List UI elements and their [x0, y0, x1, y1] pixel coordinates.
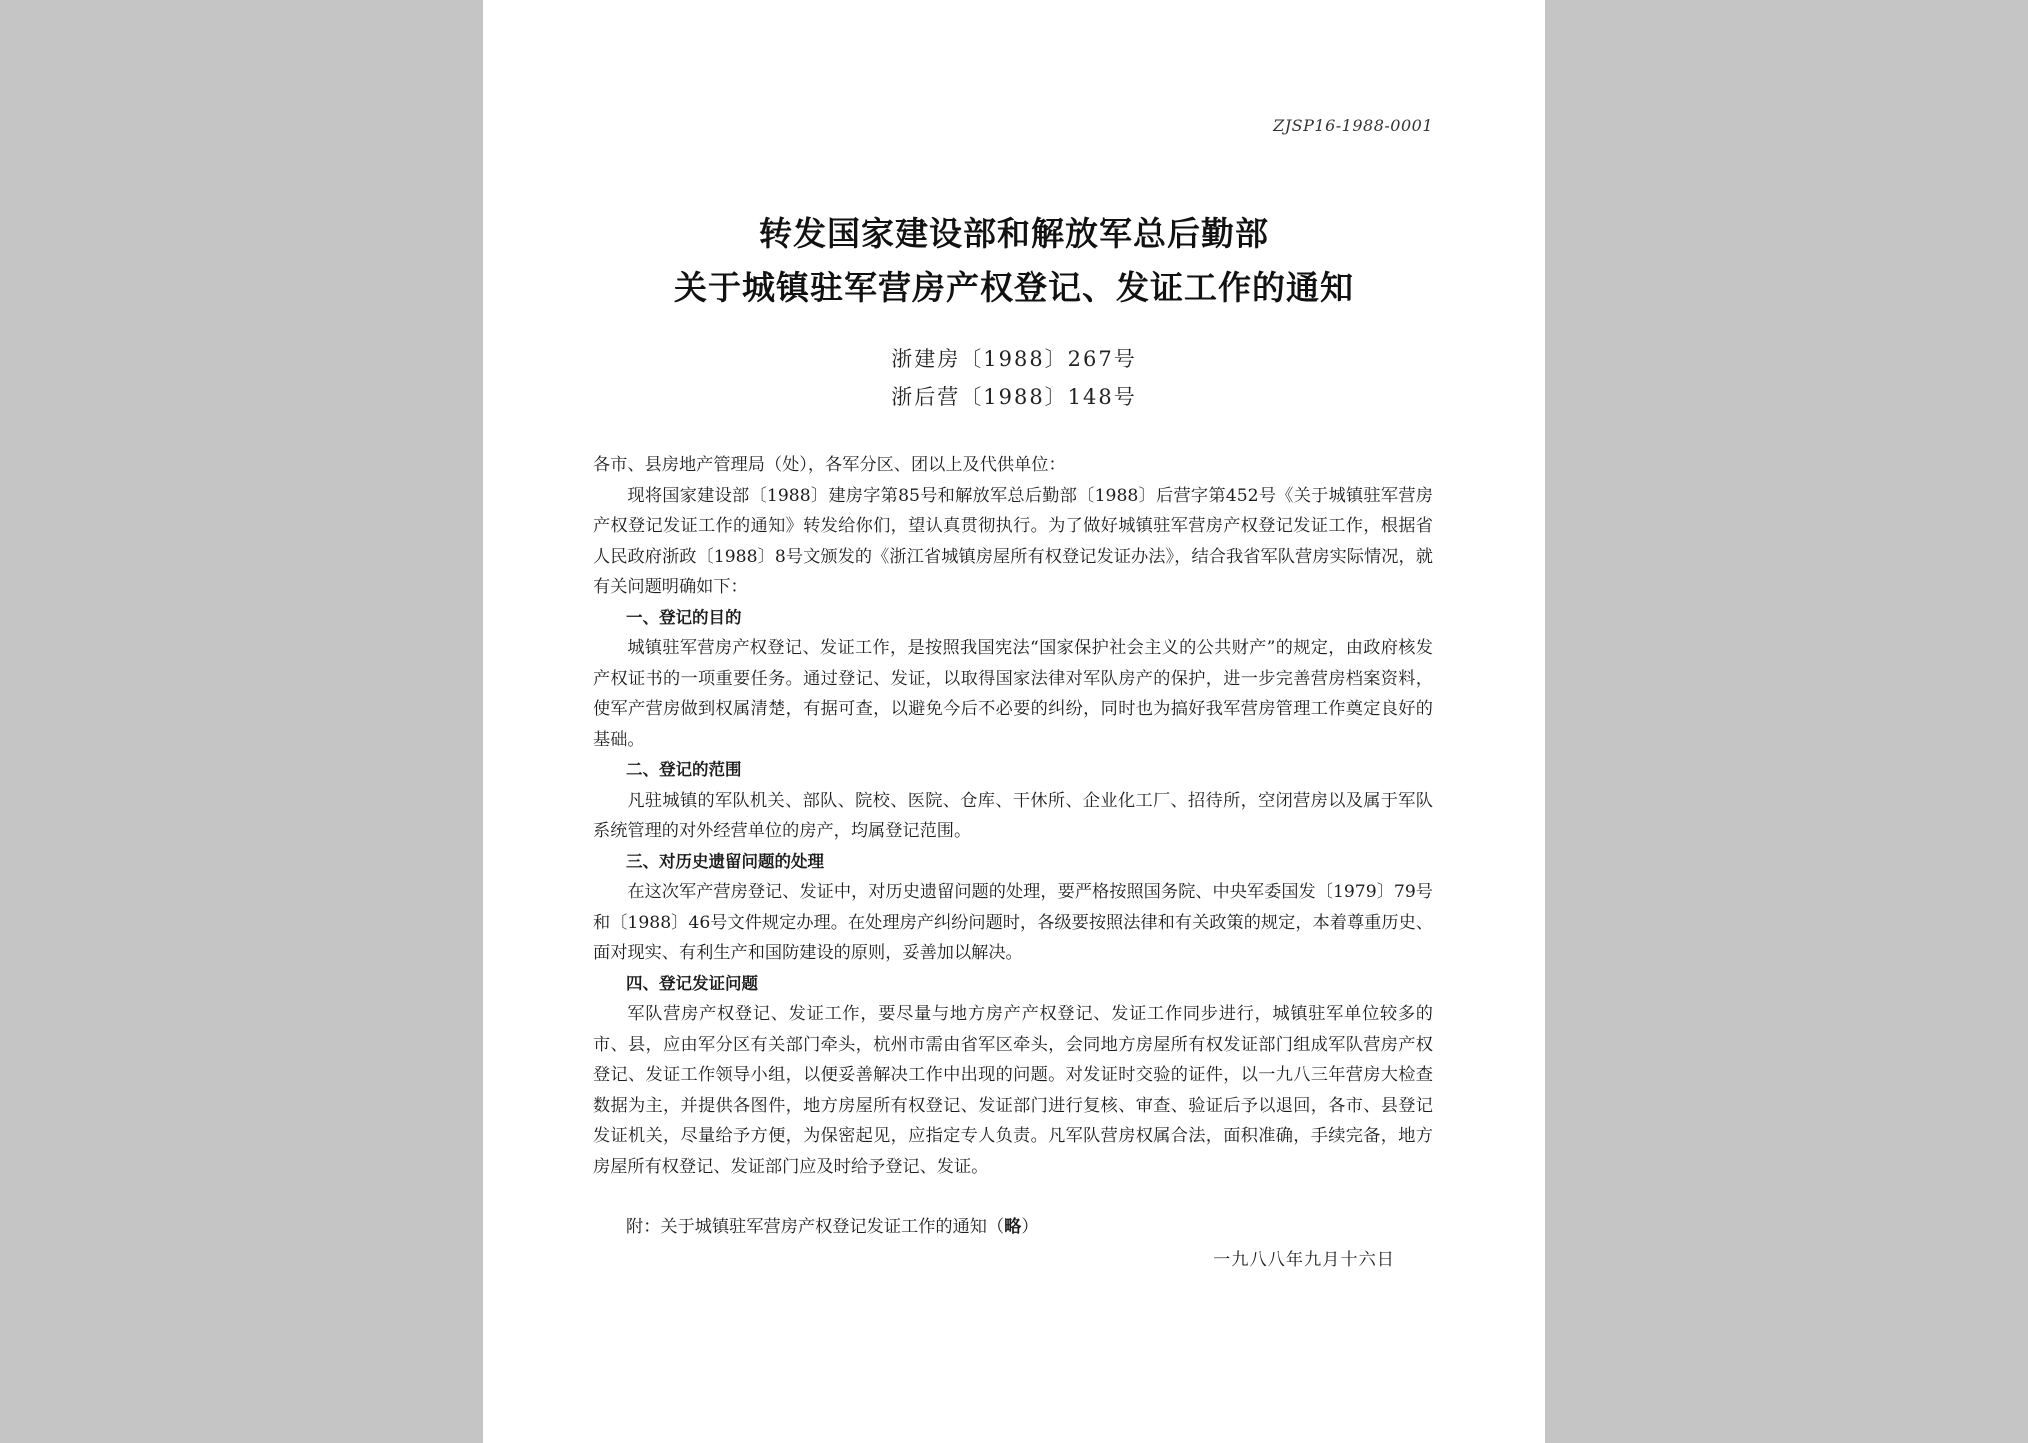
document-page — [483, 0, 1545, 1443]
attachment-prefix: 附：关于城镇驻军营房产权登记发证工作的通知（ — [626, 1217, 1005, 1237]
addressee: 各市、县房地产管理局（处），各军分区、团以上及代供单位： — [593, 455, 1066, 475]
section-text-scope: 凡驻城镇的军队机关、部队、院校、医院、仓库、干休所、企业化工厂、招待所，空闭营房以及属于军队系统管理的对外经营单位的房产，均属登记范围。 — [593, 790, 1433, 841]
title-line-2: 关于城镇驻军营房产权登记、发证工作的通知 — [674, 268, 1354, 307]
document-date: 一九八八年九月十六日 — [1213, 1250, 1395, 1270]
reference-number-1: 浙建房〔1988〕267号 — [891, 347, 1137, 371]
attachment-suffix: ） — [1021, 1217, 1039, 1237]
section-heading-certificate-issues: 四、登记发证问题 — [626, 973, 758, 993]
attachment-note — [626, 1212, 1039, 1237]
section-heading-scope: 二、登记的范围 — [626, 760, 742, 779]
title-line-1: 转发国家建设部和解放军总后勤部 — [759, 214, 1269, 253]
attachment-omitted-mark: 略 — [1004, 1217, 1022, 1237]
section-text-historical-issues: 在这次军产营房登记、发证中，对历史遗留问题的处理，要严格按照国务院、中央军委国发〔1979〕79号和〔1988〕46号文件规定办理。在处理房产纠纷问题时，各级要按照法律和有关政策的规定，本着尊重历史、面对现实、有利生产和国防建设的原则，妥善加以解决。 — [593, 882, 1433, 963]
section-text-certificate-issues: 军队营房产权登记、发证工作，要尽量与地方房产产权登记、发证工作同步进行，城镇驻军单位较多的市、县，应由军分区有关部门牵头，杭州市需由省军区牵头，会同地方房屋所有权发证部门组成军队营房产权登记、发证工作领导小组，以便妥善解决工作中出现的问题。对发证时交验的证件，以一九八三年营房大检查数据为主，并提供各图件，地方房屋所有权登记、发证部门进行复核、审查、验证后予以退回，各市、县登记发证机关，尽量给予方便，为保密起见，应指定专人负责。凡军队营房权属合法，面积准确，手续完备，地方房屋所有权登记、发证部门应及时给予登记、发证。 — [593, 1004, 1433, 1177]
section-heading-purpose: 一、登记的目的 — [626, 607, 742, 627]
document-code: ZJSP16-1988-0001 — [1273, 116, 1433, 135]
section-heading-historical-issues: 三、对历史遗留问题的处理 — [626, 851, 824, 871]
document-body — [593, 450, 1433, 1182]
reference-number-2: 浙后营〔1988〕148号 — [891, 385, 1137, 409]
intro-paragraph: 现将国家建设部〔1988〕建房字第85号和解放军总后勤部〔1988〕后营字第452号《关于城镇驻军营房产权登记发证工作的通知》转发给你们，望认真贯彻执行。为了做好城镇驻军营房产权登记发证工作，根据省人民政府浙政〔1988〕8号文颁发的《浙江省城镇房屋所有权登记发证办法》，结合我省军队营房实际情况，就有关问题明确如下： — [593, 485, 1433, 597]
section-text-purpose: 城镇驻军营房产权登记、发证工作，是按照我国宪法“国家保护社会主义的公共财产”的规定，由政府核发产权证书的一项重要任务。通过登记、发证，以取得国家法律对军队房产的保护，进一步完善营房档案资料，使军产营房做到权属清楚，有据可查，以避免今后不必要的纠纷，同时也为搞好我军营房管理工作奠定良好的基础。 — [593, 638, 1433, 750]
